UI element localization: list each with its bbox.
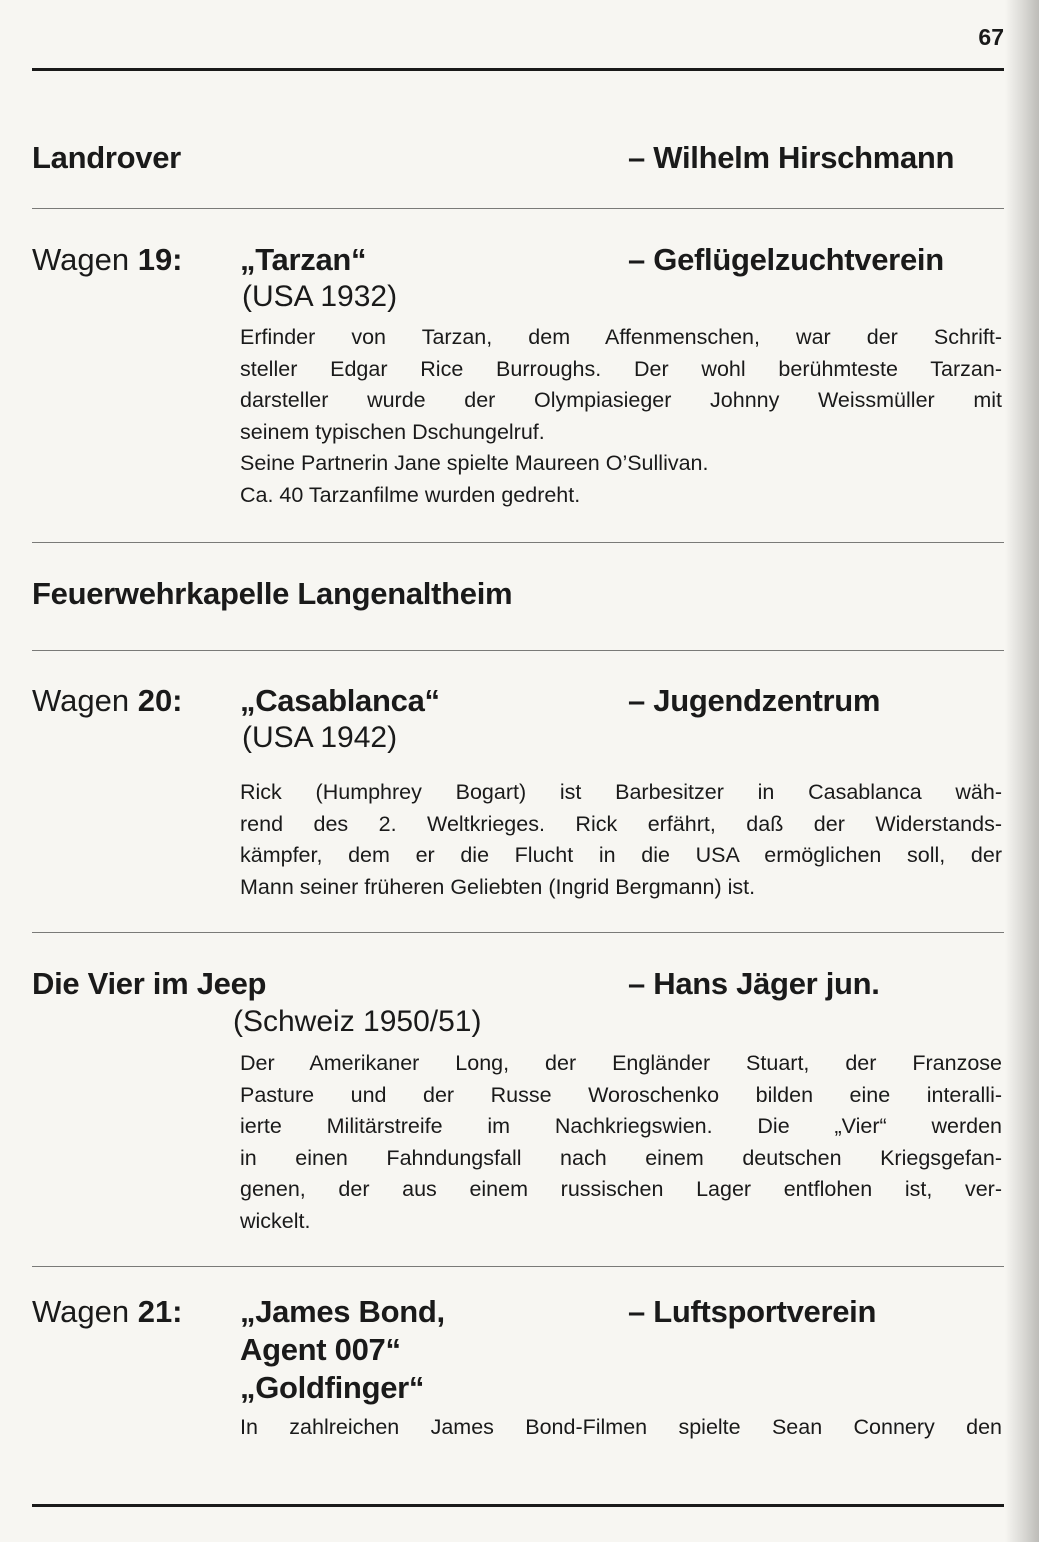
- description-line: Seine Partnerin Jane spielte Maureen O’Sullivan.: [240, 451, 709, 475]
- description-line: Mann seiner früheren Geliebten (Ingrid Bergmann) ist.: [240, 874, 756, 899]
- divider: [32, 542, 1004, 543]
- film-title-casablanca: „Casablanca“: [240, 683, 440, 718]
- footer-rule: [32, 1504, 1004, 1507]
- wagon-word: Wagen: [32, 683, 130, 718]
- description-line: ierte Militärstreife im Nachkriegswien. Die „Vier“ werden: [240, 1114, 1002, 1138]
- description-line: genen, der aus einem russischen Lager entflohen ist, ver-: [240, 1177, 1002, 1201]
- description-line: Erfinder von Tarzan, dem Affenmenschen, war der Schrift-: [240, 325, 1002, 349]
- film-title-die-vier-im-jeep: Die Vier im Jeep: [32, 966, 267, 1001]
- film-origin-tarzan: (USA 1932): [242, 280, 398, 313]
- description-tarzan: [240, 322, 1002, 511]
- description-line: darsteller wurde der Olympiasieger Johnny Weissmüller mit: [240, 388, 1002, 412]
- wagon-label-21: [32, 1294, 183, 1330]
- wagon-label-19: [32, 242, 183, 278]
- film-origin-die-vier-im-jeep: (Schweiz 1950/51): [233, 1005, 482, 1038]
- page-edge-shadow: [1005, 0, 1039, 1542]
- page-number: 67: [978, 24, 1004, 50]
- film-title-james-bond: [240, 1293, 445, 1407]
- group-name-landrover: Landrover: [32, 140, 181, 175]
- film-title-line: Agent 007“: [240, 1332, 401, 1367]
- sponsor-gefluegelzuchtverein: – Geflügelzuchtverein: [628, 242, 944, 277]
- wagon-word: Wagen: [32, 1294, 130, 1329]
- film-title-line: „James Bond,: [240, 1294, 445, 1329]
- description-die-vier-im-jeep: [240, 1048, 1002, 1237]
- wagon-label-20: [32, 683, 183, 719]
- wagon-number: 20:: [137, 683, 183, 718]
- sponsor-luftsportverein: – Luftsportverein: [628, 1294, 877, 1329]
- header-rule: [32, 68, 1004, 71]
- film-origin-casablanca: (USA 1942): [242, 721, 398, 754]
- description-line: Rick (Humphrey Bogart) ist Barbesitzer in Casablanca wäh-: [240, 780, 1002, 804]
- sponsor-wilhelm-hirschmann: – Wilhelm Hirschmann: [628, 140, 955, 175]
- description-line: Der Amerikaner Long, der Engländer Stuart, der Franzose: [240, 1051, 1002, 1075]
- wagon-number: 19:: [137, 242, 183, 277]
- description-line: In zahlreichen James Bond-Filmen spielte Sean Connery den: [240, 1415, 1002, 1439]
- sponsor-jugendzentrum: – Jugendzentrum: [628, 683, 881, 718]
- description-line: steller Edgar Rice Burroughs. Der wohl berühmteste Tarzan-: [240, 356, 1002, 381]
- divider: [32, 932, 1004, 933]
- description-line: wickelt.: [240, 1208, 311, 1233]
- divider: [32, 208, 1004, 209]
- description-casablanca: [240, 777, 1002, 903]
- description-james-bond: [240, 1412, 1002, 1444]
- description-line: kämpfer, dem er die Flucht in die USA ermöglichen soll, der: [240, 843, 1002, 867]
- description-line: Pasture und der Russe Woroschenko bilden eine interalli-: [240, 1082, 1002, 1107]
- film-title-tarzan: „Tarzan“: [240, 242, 367, 277]
- description-line: rend des 2. Weltkrieges. Rick erfährt, daß der Widerstands-: [240, 811, 1002, 836]
- divider: [32, 650, 1004, 651]
- sponsor-hans-jaeger: – Hans Jäger jun.: [628, 966, 880, 1001]
- divider: [32, 1266, 1004, 1267]
- description-line: in einen Fahndungsfall nach einem deutschen Kriegsgefan-: [240, 1145, 1002, 1170]
- description-line: seinem typischen Dschungelruf.: [240, 419, 545, 444]
- film-title-line: „Goldfinger“: [240, 1370, 425, 1405]
- description-line: Ca. 40 Tarzanfilme wurden gedreht.: [240, 482, 581, 507]
- group-name-feuerwehrkapelle: Feuerwehrkapelle Langenaltheim: [32, 576, 513, 611]
- wagon-word: Wagen: [32, 242, 130, 277]
- wagon-number: 21:: [137, 1294, 183, 1329]
